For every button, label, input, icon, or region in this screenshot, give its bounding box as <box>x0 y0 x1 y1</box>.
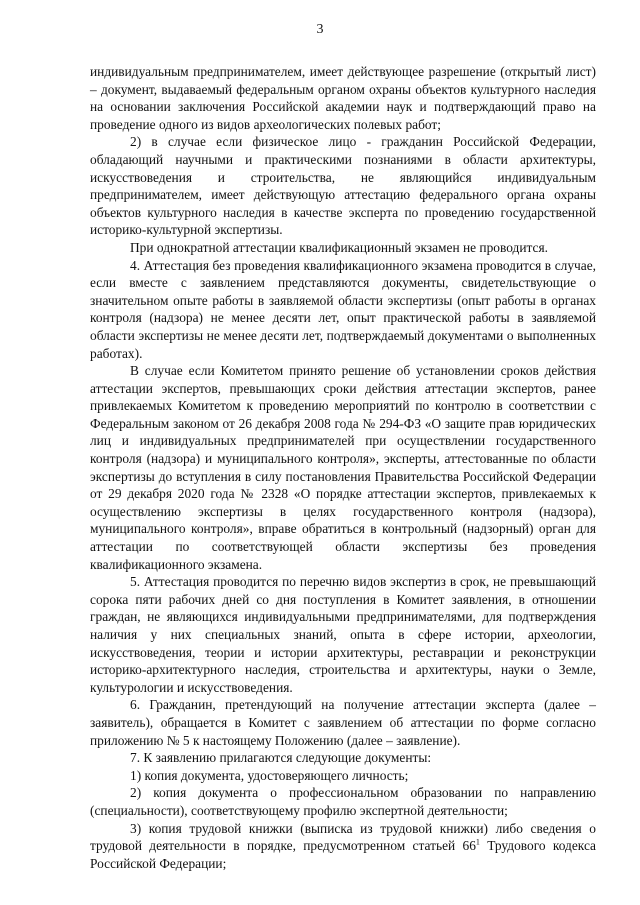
list-item-3-text-after: Трудового кодекса Российской Федерации; <box>90 838 596 871</box>
paragraph-section-7: 7. К заявлению прилагаются следующие документы: <box>130 750 432 766</box>
paragraph-single-attestation: При однократной аттестации квалификационный экзамен не проводится. <box>130 239 548 255</box>
paragraph-section-6: 6. Гражданин, претендующий на получение аттестации эксперта (далее – заявитель), обращается в Комитет с заявлением об аттестации по форме согласно приложению № 5 к настоящему Положению (далее – заявление). <box>90 697 596 748</box>
paragraph-section-5: 5. Аттестация проводится по перечню видов экспертиз в срок, не превышающий сорока пяти рабочих дней со дня поступления в Комитет заявления, в отношении граждан, не являющихся индивидуальными предпринимателями, для подтверждения наличия у них специальных знаний, опыта в сфере истории, археологии, искусствоведения, теории и истории архитектуры, реставрации и реконструкции историко-архитектурного наследия, строительства и архитектуры, науки о Земле, культурологии и искусствоведения. <box>90 574 596 695</box>
paragraph-continuation: индивидуальным предпринимателем, имеет действующее разрешение (открытый лист) – документ, выдаваемый федеральным органом охраны объектов культурного наследия на основании заключения Российской академии наук и подтверждающий право на проведение одного из видов археологических полевых работ; <box>90 64 596 132</box>
paragraph-item-2: 2) в случае если физическое лицо - гражданин Российской Федерации, обладающий научными и практическими познаниями в области архитектуры, искусствоведения и строительства, не являющийся индивидуальным предпринимателем, имеет действующую аттестацию федерального органа охраны объектов культурного наследия в качестве эксперта по проведению государственной историко-культурной экспертизы. <box>90 134 596 238</box>
list-item-2: 2) копия документа о профессиональном образовании по направлению (специальности), соответствующему профилю экспертной деятельности; <box>90 785 596 818</box>
list-item-3 <box>90 820 596 873</box>
list-item-1: 1) копия документа, удостоверяющего личность; <box>130 767 409 783</box>
list-item-3-text-before: 3) копия трудовой книжки (выписка из трудовой книжки) либо сведения о трудовой деятельности в порядке, предусмотренном статьей 66 <box>90 820 596 854</box>
paragraph-section-4: 4. Аттестация без проведения квалификационного экзамена проводится в случае, если вместе с заявлением представляются документы, свидетельствующие о значительном опыте работы в заявляемой области экспертизы (опыт работы в органах контроля (надзора) не менее десяти лет, опыт практической работы в заявляемой области экспертизы не менее десяти лет, подтверждаемый документами о выполненных работах). <box>90 257 596 361</box>
paragraph-committee-decision: В случае если Комитетом принято решение об установлении сроков действия аттестации экспертов, превышающих сроки действия аттестации экспертов, ранее привлекаемых Комитетом к проведению мероприятий по контролю в соответствии с Федеральным законом от 26 декабря 2008 года № 294-ФЗ «О защите прав юридических лиц и индивидуальных предпринимателей при осуществлении государственного контроля (надзора) и муниципального контроля», эксперты, аттестованные по области экспертизы до вступления в силу постановления Правительства Российской Федерации от 29 декабря 2020 года № 2328 «О порядке аттестации экспертов, привлекаемых к осуществлению экспертизы в целях государственного контроля (надзора), муниципального контроля», вправе обратиться в контрольный (надзорный) орган для аттестации по соответствующей области экспертизы без проведения квалификационного экзамена. <box>90 363 596 572</box>
page-number: 3 <box>316 22 324 37</box>
document-body <box>90 63 596 872</box>
footnote-superscript: 1 <box>475 837 480 847</box>
